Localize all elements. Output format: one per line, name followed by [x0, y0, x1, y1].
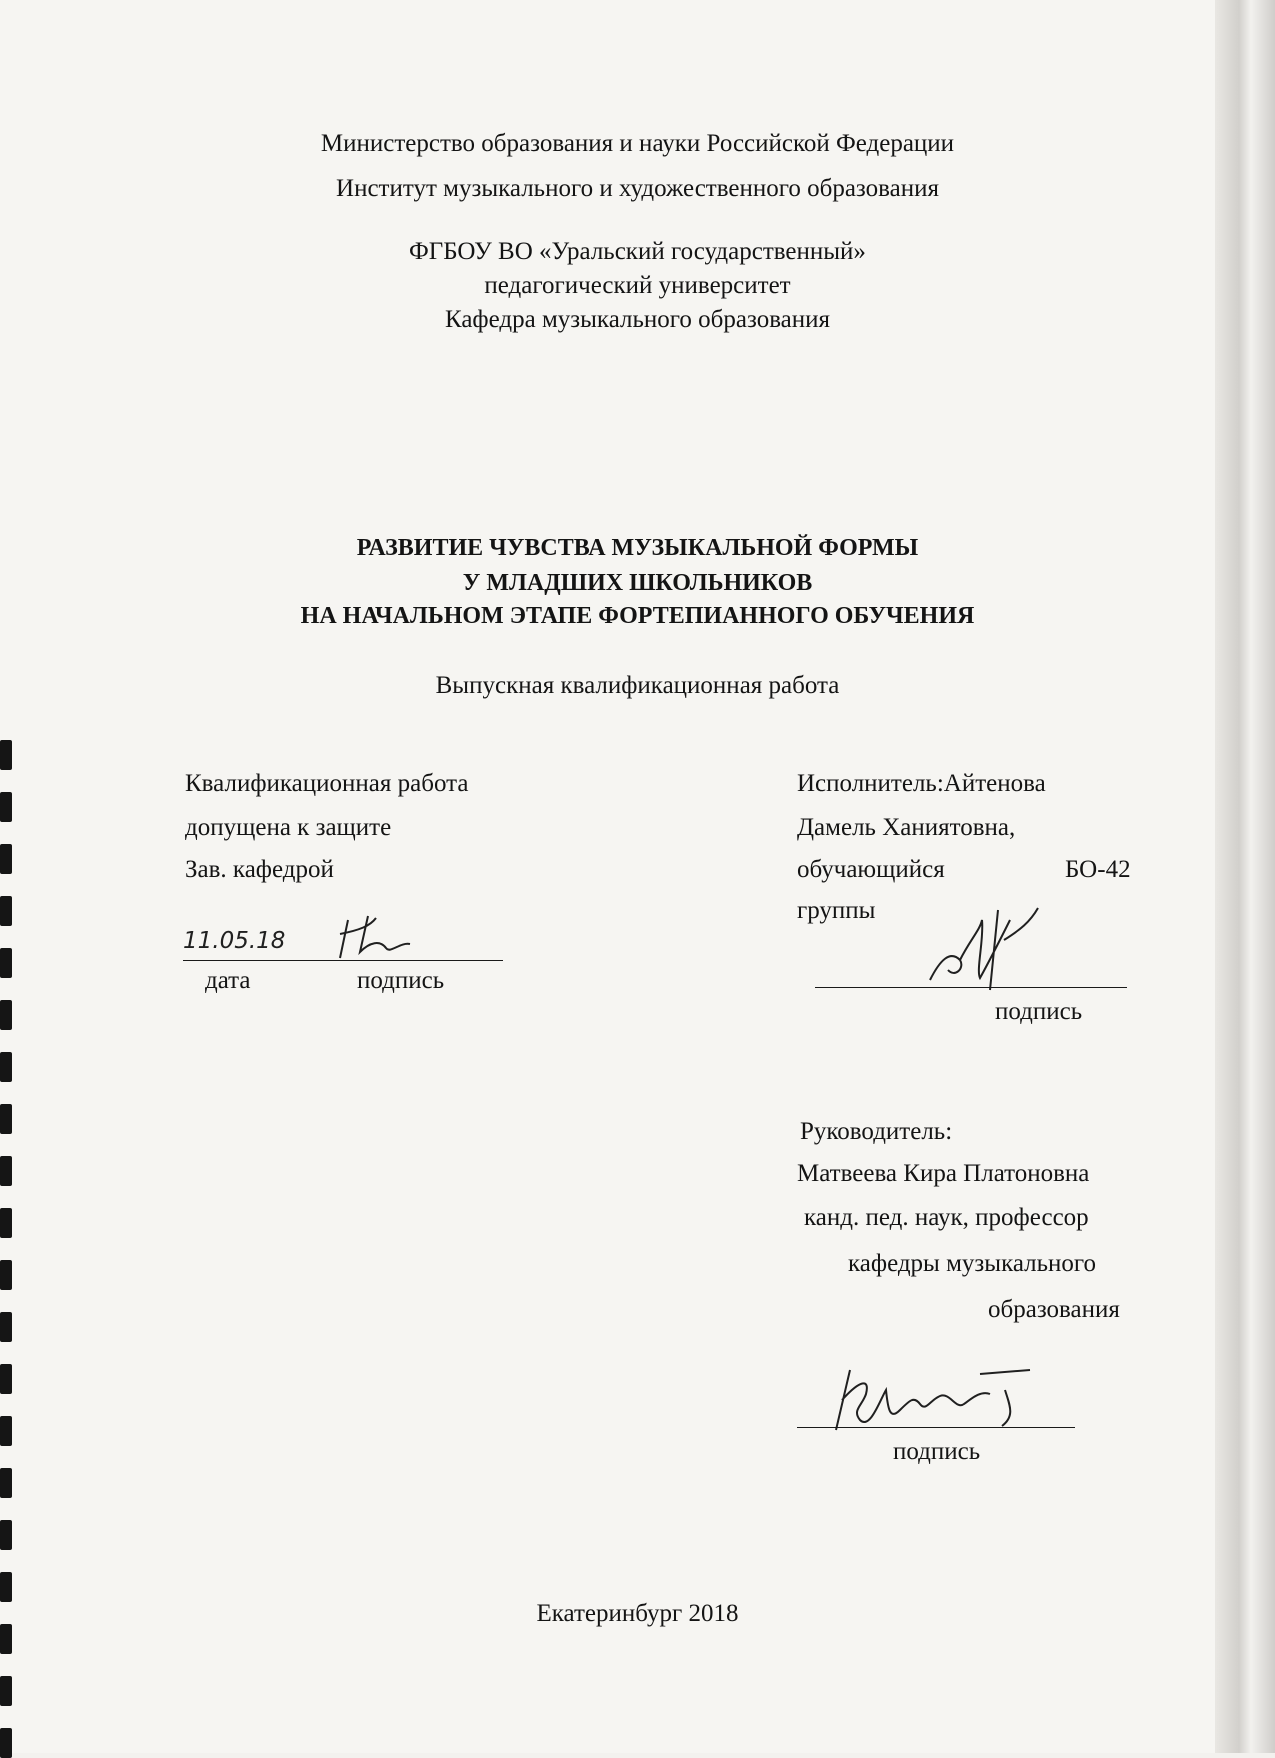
supervisor-signature-label: подпись	[893, 1438, 981, 1465]
supervisor-signature	[830, 1360, 1050, 1440]
ministry-line: Министерство образования и науки Российской Федерации	[320, 130, 955, 157]
date-label: дата	[205, 967, 251, 994]
supervisor-label: Руководитель:	[800, 1118, 953, 1145]
supervisor-dept-line-1: кафедры музыкального	[848, 1250, 1097, 1277]
executor-signature	[920, 900, 1060, 995]
supervisor-name: Матвеева Кира Платоновна	[797, 1160, 1090, 1187]
work-type-line: Выпускная квалификационная работа	[435, 672, 840, 699]
executor-line-3a: обучающийся	[797, 856, 945, 883]
executor-line-3b: БО-42	[1065, 856, 1131, 883]
admission-line-2: допущена к защите	[185, 814, 392, 841]
executor-line-4: группы	[797, 897, 876, 924]
supervisor-signature-rule	[797, 1427, 1075, 1428]
thesis-title-line-1: РАЗВИТИЕ ЧУВСТВА МУЗЫКАЛЬНОЙ ФОРМЫ	[356, 535, 919, 561]
university-line-1: ФГБОУ ВО «Уральский государственный»	[409, 238, 866, 265]
executor-line-2: Дамель Ханиятовна,	[797, 814, 1016, 841]
executor-signature-label: подпись	[995, 998, 1083, 1025]
supervisor-degree: канд. пед. наук, профессор	[804, 1204, 1089, 1231]
department-line: Кафедра музыкального образования	[444, 306, 831, 333]
executor-line-1: Исполнитель:Айтенова	[797, 770, 1046, 797]
university-line-2: педагогический университет	[484, 272, 791, 299]
thesis-title-line-2: У МЛАДШИХ ШКОЛЬНИКОВ	[462, 570, 813, 596]
head-signature	[330, 912, 450, 972]
city-year: Екатеринбург 2018	[536, 1600, 739, 1627]
head-signature-rule	[183, 960, 503, 961]
admission-line-3: Зав. кафедрой	[185, 856, 334, 883]
handwritten-date: 11.05.18	[183, 928, 286, 954]
thesis-title-line-3: НА НАЧАЛЬНОМ ЭТАПЕ ФОРТЕПИАННОГО ОБУЧЕНИЯ	[300, 603, 975, 629]
executor-signature-rule	[815, 987, 1127, 988]
head-signature-label: подпись	[357, 967, 445, 994]
supervisor-dept-line-2: образования	[988, 1296, 1120, 1323]
institute-line: Институт музыкального и художественного образования	[336, 175, 939, 202]
admission-line-1: Квалификационная работа	[185, 770, 469, 797]
